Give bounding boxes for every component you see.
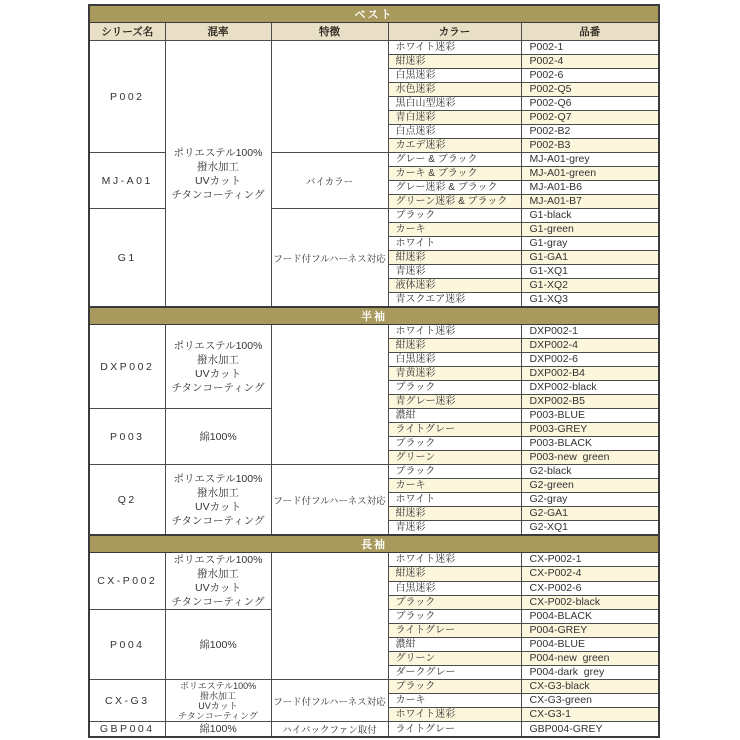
code-cell: G1-green (521, 223, 659, 237)
code-cell: CX-G3-black (521, 680, 659, 694)
code-cell: P002-B3 (521, 139, 659, 153)
mix-line: 綿100% (199, 638, 237, 651)
code-cell: G2-GA1 (521, 507, 659, 521)
code-cell: G2-XQ1 (521, 521, 659, 536)
code-cell: G1-black (521, 209, 659, 223)
section-bar-row (89, 535, 659, 553)
code-cell: DXP002-6 (521, 353, 659, 367)
mix-cell (165, 610, 271, 680)
series-cell: P002 (89, 41, 165, 153)
code-cell: DXP002-black (521, 381, 659, 395)
color-cell: 紺迷彩 (388, 55, 521, 69)
code-cell: P003-GREY (521, 423, 659, 437)
color-cell: 水色迷彩 (388, 83, 521, 97)
mix-line: チタンコーティング (171, 188, 265, 201)
feature-cell (271, 41, 388, 153)
column-header: 特徴 (271, 23, 388, 41)
mix-line: 綿100% (199, 430, 237, 443)
code-cell: MJ-A01-grey (521, 153, 659, 167)
color-cell: ホワイト迷彩 (388, 553, 521, 567)
mix-cell (165, 409, 271, 465)
color-cell: ホワイト (388, 237, 521, 251)
mix-line: チタンコーティング (171, 381, 265, 394)
column-header: 品番 (521, 23, 659, 41)
code-cell: G2-gray (521, 493, 659, 507)
code-cell: G1-gray (521, 237, 659, 251)
column-header: 混率 (165, 23, 271, 41)
color-cell: グリーン (388, 652, 521, 666)
code-cell: P002-Q6 (521, 97, 659, 111)
feature-cell: ハイバックファン取付 (271, 722, 388, 738)
code-cell: P004-dark grey (521, 666, 659, 680)
color-cell: 青グレー迷彩 (388, 395, 521, 409)
section-bar-row (89, 307, 659, 325)
code-cell: P003-BLACK (521, 437, 659, 451)
code-cell: CX-P002-6 (521, 581, 659, 595)
series-cell: DXP002 (89, 325, 165, 409)
color-cell: グリーン迷彩 & ブラック (388, 195, 521, 209)
color-cell: 紺迷彩 (388, 507, 521, 521)
color-cell: 濃紺 (388, 638, 521, 652)
mix-cell (165, 722, 271, 738)
color-cell: カエデ迷彩 (388, 139, 521, 153)
code-cell: DXP002-1 (521, 325, 659, 339)
table-row (89, 465, 659, 479)
table-row (89, 722, 659, 738)
series-cell: G1 (89, 209, 165, 308)
mix-line: UVカット (195, 500, 241, 513)
mix-line: UVカット (198, 700, 238, 711)
color-cell: 青スクエア迷彩 (388, 293, 521, 308)
code-cell: P004-new green (521, 652, 659, 666)
series-cell: CX-G3 (89, 680, 165, 722)
color-cell: ライトグレー (388, 722, 521, 738)
code-cell: G2-black (521, 465, 659, 479)
code-cell: G1-XQ3 (521, 293, 659, 308)
color-cell: ホワイト迷彩 (388, 41, 521, 55)
section-title: 長袖 (89, 535, 659, 553)
color-cell: 紺迷彩 (388, 339, 521, 353)
color-cell: ブラック (388, 209, 521, 223)
mix-line: 撥水加工 (197, 486, 239, 499)
feature-cell: バイカラー (271, 153, 388, 209)
column-header: シリーズ名 (89, 23, 165, 41)
column-header: カラー (388, 23, 521, 41)
color-cell: 白点迷彩 (388, 125, 521, 139)
section-bar-row (89, 5, 659, 23)
code-cell: MJ-A01-green (521, 167, 659, 181)
table-row (89, 325, 659, 339)
color-cell: 液体迷彩 (388, 279, 521, 293)
color-cell: グレー & ブラック (388, 153, 521, 167)
mix-cell (165, 41, 271, 308)
color-cell: 青白迷彩 (388, 111, 521, 125)
feature-cell (271, 553, 388, 680)
color-cell: カーキ (388, 479, 521, 493)
mix-line: 撥水加工 (197, 160, 239, 173)
code-cell: G1-GA1 (521, 251, 659, 265)
code-cell: MJ-A01-B7 (521, 195, 659, 209)
color-cell: 紺迷彩 (388, 567, 521, 581)
series-cell: P003 (89, 409, 165, 465)
product-table (88, 4, 660, 738)
mix-line: チタンコーティング (178, 710, 258, 721)
feature-cell (271, 325, 388, 465)
code-cell: P004-BLACK (521, 610, 659, 624)
series-cell: CX-P002 (89, 553, 165, 610)
code-cell: DXP002-4 (521, 339, 659, 353)
mix-line: チタンコーティング (171, 514, 265, 527)
code-cell: P002-Q7 (521, 111, 659, 125)
code-cell: G1-XQ2 (521, 279, 659, 293)
color-cell: 紺迷彩 (388, 251, 521, 265)
mix-line: UVカット (195, 367, 241, 380)
feature-cell: フード付フルハーネス対応 (271, 465, 388, 536)
code-cell: P003-new green (521, 451, 659, 465)
color-cell: カーキ & ブラック (388, 167, 521, 181)
feature-cell: フード付フルハーネス対応 (271, 680, 388, 722)
mix-cell (165, 553, 271, 610)
color-cell: ホワイト (388, 493, 521, 507)
mix-line: チタンコーティング (171, 596, 265, 608)
color-cell: 青迷彩 (388, 521, 521, 536)
series-cell: P004 (89, 610, 165, 680)
color-cell: グレー迷彩 & ブラック (388, 181, 521, 195)
mix-cell (165, 465, 271, 536)
code-cell: CX-P002-1 (521, 553, 659, 567)
code-cell: G1-XQ1 (521, 265, 659, 279)
code-cell: CX-P002-4 (521, 567, 659, 581)
color-cell: 白黒迷彩 (388, 353, 521, 367)
color-cell: ブラック (388, 610, 521, 624)
mix-line: UVカット (195, 582, 241, 594)
mix-line: 綿100% (199, 723, 237, 735)
series-cell: MJ-A01 (89, 153, 165, 209)
mix-line: ポリエステル100% (173, 339, 263, 352)
color-cell: ブラック (388, 680, 521, 694)
mix-line: 撥水加工 (197, 353, 239, 366)
code-cell: P003-BLUE (521, 409, 659, 423)
code-cell: CX-P002-black (521, 595, 659, 609)
code-cell: P002-Q5 (521, 83, 659, 97)
mix-line: 撥水加工 (199, 690, 236, 701)
series-cell: GBP004 (89, 722, 165, 738)
color-cell: ライトグレー (388, 423, 521, 437)
color-cell: カーキ (388, 223, 521, 237)
mix-line: UVカット (195, 174, 241, 187)
mix-line: ポリエステル100% (173, 554, 263, 566)
color-cell: ダークグレー (388, 666, 521, 680)
feature-cell: フード付フルハーネス対応 (271, 209, 388, 308)
color-cell: 濃紺 (388, 409, 521, 423)
color-cell: ブラック (388, 381, 521, 395)
color-cell: ホワイト迷彩 (388, 325, 521, 339)
code-cell: MJ-A01-B6 (521, 181, 659, 195)
column-header-row (89, 23, 659, 41)
color-cell: ライトグレー (388, 624, 521, 638)
code-cell: P004-GREY (521, 624, 659, 638)
code-cell: P004-BLUE (521, 638, 659, 652)
series-cell: Q2 (89, 465, 165, 536)
color-cell: ブラック (388, 437, 521, 451)
code-cell: P002-6 (521, 69, 659, 83)
code-cell: GBP004-GREY (521, 722, 659, 738)
table-row (89, 41, 659, 55)
code-cell: P002-1 (521, 41, 659, 55)
code-cell: DXP002-B4 (521, 367, 659, 381)
color-cell: 青迷彩 (388, 265, 521, 279)
table-row (89, 553, 659, 567)
color-cell: 白黒迷彩 (388, 69, 521, 83)
table-row (89, 680, 659, 694)
mix-cell (165, 325, 271, 409)
color-cell: ブラック (388, 465, 521, 479)
code-cell: CX-G3-1 (521, 708, 659, 722)
code-cell: CX-G3-green (521, 694, 659, 708)
color-cell: 黒白山型迷彩 (388, 97, 521, 111)
code-cell: P002-4 (521, 55, 659, 69)
color-cell: グリーン (388, 451, 521, 465)
mix-cell (165, 680, 271, 722)
mix-line: ポリエステル100% (173, 146, 263, 159)
color-cell: 白黒迷彩 (388, 581, 521, 595)
color-cell: 青黄迷彩 (388, 367, 521, 381)
section-title: ベスト (89, 5, 659, 23)
section-title: 半袖 (89, 307, 659, 325)
mix-line: 撥水加工 (197, 568, 239, 580)
color-cell: ブラック (388, 595, 521, 609)
code-cell: P002-B2 (521, 125, 659, 139)
code-cell: DXP002-B5 (521, 395, 659, 409)
code-cell: G2-green (521, 479, 659, 493)
mix-line: ポリエステル100% (173, 472, 263, 485)
color-cell: カーキ (388, 694, 521, 708)
mix-line: ポリエステル100% (179, 680, 257, 691)
color-cell: ホワイト迷彩 (388, 708, 521, 722)
